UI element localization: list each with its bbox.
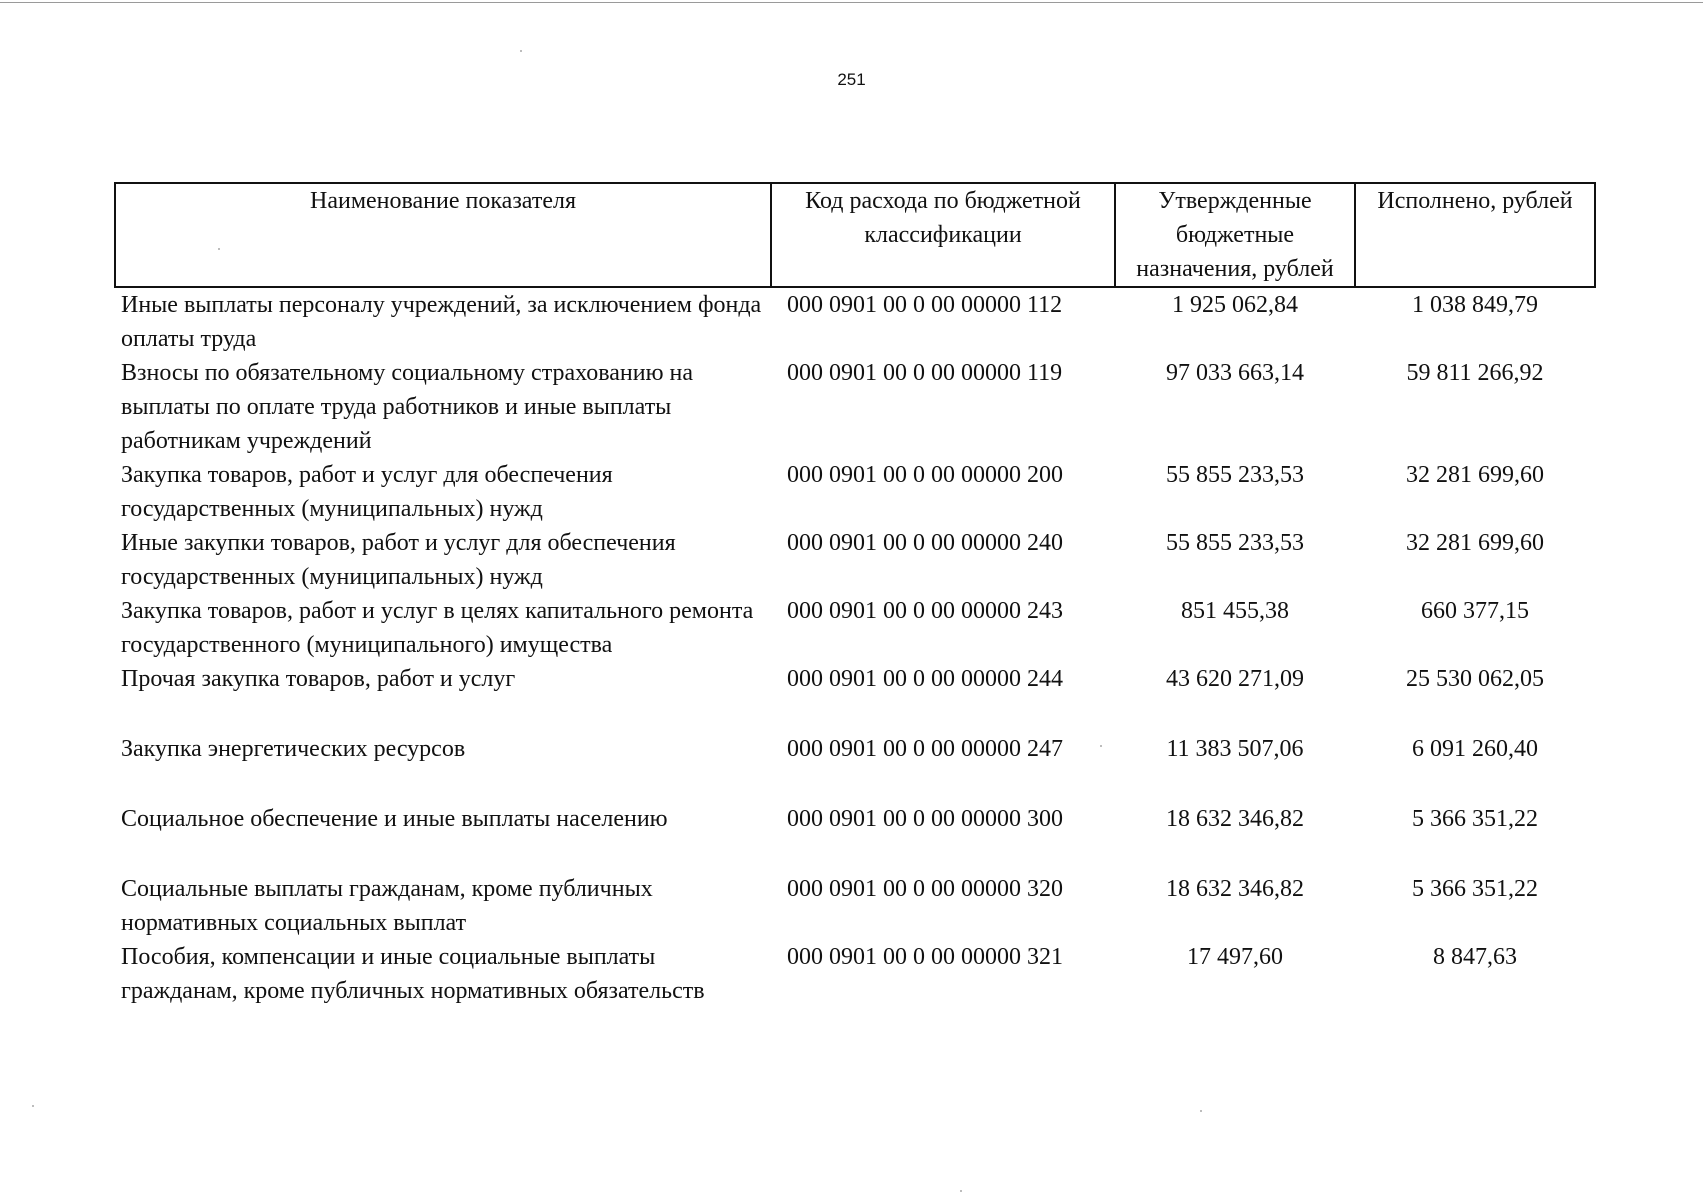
row-approved: 851 455,38 xyxy=(1181,598,1289,624)
row-approved: 18 632 346,82 xyxy=(1166,806,1304,832)
row-name: Пособия, компенсации и иные социальные выплаты гражданам, кроме публичных нормативных обязательств xyxy=(121,944,705,1004)
row-code: 000 0901 00 0 00 00000 320 xyxy=(787,876,1063,902)
row-executed: 5 366 351,22 xyxy=(1412,876,1538,902)
table-row xyxy=(115,526,1595,594)
header-approved-amount: Утвержденные бюджетные назначения, рублей xyxy=(1115,183,1355,287)
row-executed: 8 847,63 xyxy=(1433,944,1517,970)
scan-speck xyxy=(1200,1110,1202,1112)
page-number: 251 xyxy=(837,70,866,89)
scan-speck xyxy=(32,1105,34,1107)
budget-execution-table xyxy=(114,182,1596,1008)
scan-speck xyxy=(960,1190,962,1192)
row-executed: 5 366 351,22 xyxy=(1412,806,1538,832)
row-code: 000 0901 00 0 00 00000 112 xyxy=(787,292,1063,318)
row-approved: 17 497,60 xyxy=(1187,944,1283,970)
table-row xyxy=(115,732,1595,802)
row-approved: 97 033 663,14 xyxy=(1166,360,1304,386)
table-header xyxy=(115,183,1595,287)
header-row xyxy=(115,183,1595,287)
table-row xyxy=(115,872,1595,940)
row-approved: 1 925 062,84 xyxy=(1172,292,1298,318)
row-executed: 32 281 699,60 xyxy=(1406,462,1544,488)
row-name: Иные выплаты персоналу учреждений, за исключением фонда оплаты труда xyxy=(121,292,762,352)
row-code: 000 0901 00 0 00 00000 244 xyxy=(787,666,1063,692)
scan-speck xyxy=(520,50,522,52)
row-name: Закупка энергетических ресурсов xyxy=(121,736,466,762)
header-executed-amount: Исполнено, рублей xyxy=(1355,183,1595,287)
row-name: Взносы по обязательному социальному страхованию на выплаты по оплате труда работников и иные выплаты работникам учреждений xyxy=(121,360,694,454)
row-executed: 6 091 260,40 xyxy=(1412,736,1538,762)
row-code: 000 0901 00 0 00 00000 243 xyxy=(787,598,1063,624)
table-row xyxy=(115,458,1595,526)
row-executed: 1 038 849,79 xyxy=(1412,292,1538,318)
row-code: 000 0901 00 0 00 00000 200 xyxy=(787,462,1063,488)
row-name: Иные закупки товаров, работ и услуг для обеспечения государственных (муниципальных) нужд xyxy=(121,530,676,590)
table-row xyxy=(115,594,1595,662)
row-executed: 59 811 266,92 xyxy=(1406,360,1544,386)
row-name: Социальные выплаты гражданам, кроме публичных нормативных социальных выплат xyxy=(121,876,653,936)
row-executed: 660 377,15 xyxy=(1421,598,1529,624)
table-body xyxy=(115,287,1595,1008)
row-name: Социальное обеспечение и иные выплаты населению xyxy=(121,806,668,832)
row-executed: 32 281 699,60 xyxy=(1406,530,1544,556)
row-name: Закупка товаров, работ и услуг в целях капитального ремонта государственного (муниципального) имущества xyxy=(121,598,754,658)
table-row xyxy=(115,287,1595,356)
table-row xyxy=(115,662,1595,732)
table-row xyxy=(115,802,1595,872)
row-code: 000 0901 00 0 00 00000 240 xyxy=(787,530,1063,556)
budget-table-container xyxy=(114,182,1594,1008)
row-code: 000 0901 00 0 00 00000 321 xyxy=(787,944,1063,970)
header-indicator-name: Наименование показателя xyxy=(115,183,771,287)
row-approved: 11 383 507,06 xyxy=(1166,736,1304,762)
scan-edge-line xyxy=(0,2,1703,3)
row-code: 000 0901 00 0 00 00000 300 xyxy=(787,806,1063,832)
row-code: 000 0901 00 0 00 00000 119 xyxy=(787,360,1063,386)
scan-speck xyxy=(1100,745,1102,747)
row-executed: 25 530 062,05 xyxy=(1406,666,1544,692)
header-expense-code: Код расхода по бюджетной классификации xyxy=(771,183,1115,287)
row-name: Закупка товаров, работ и услуг для обеспечения государственных (муниципальных) нужд xyxy=(121,462,613,522)
row-approved: 43 620 271,09 xyxy=(1166,666,1304,692)
row-approved: 18 632 346,82 xyxy=(1166,876,1304,902)
table-row xyxy=(115,356,1595,458)
row-name: Прочая закупка товаров, работ и услуг xyxy=(121,666,516,692)
row-approved: 55 855 233,53 xyxy=(1166,530,1304,556)
row-approved: 55 855 233,53 xyxy=(1166,462,1304,488)
row-code: 000 0901 00 0 00 00000 247 xyxy=(787,736,1063,762)
scan-speck xyxy=(218,248,220,250)
table-row xyxy=(115,940,1595,1008)
